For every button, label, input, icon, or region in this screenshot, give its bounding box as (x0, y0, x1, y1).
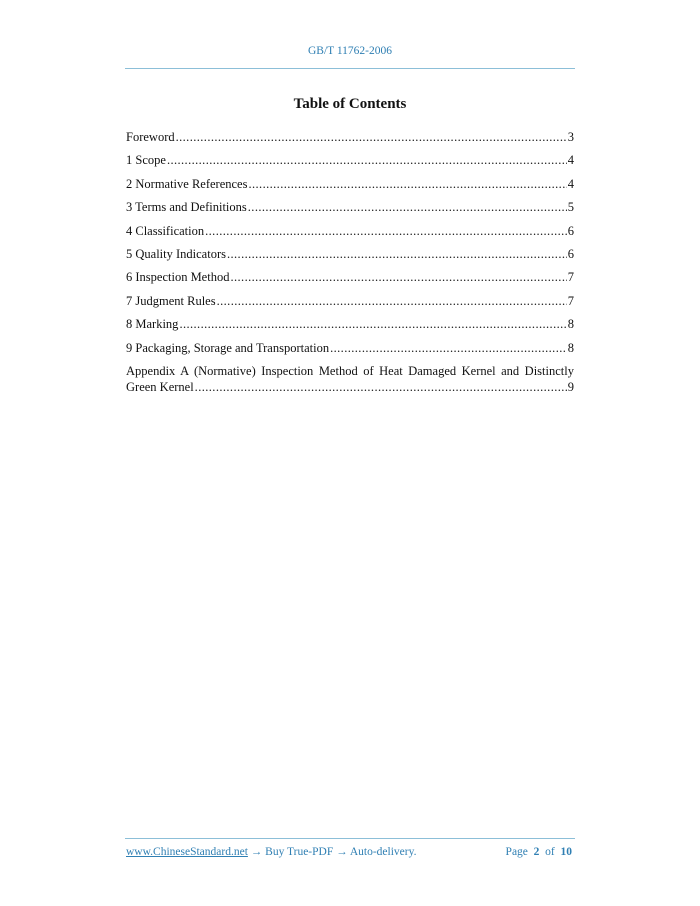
footer-tagline: → Buy True-PDF → Auto-delivery. (247, 846, 417, 858)
website-link[interactable]: www.ChineseStandard.net (126, 846, 248, 858)
page-indicator (506, 846, 572, 858)
toc-entry-packaging[interactable] (126, 339, 574, 362)
dot-leader (205, 222, 567, 240)
toc-entry-page: 8 (567, 340, 574, 355)
page-word: Page (505, 846, 528, 858)
toc-entry-page: 5 (567, 200, 574, 215)
toc-entry-page: 8 (567, 317, 574, 332)
toc-entry-page: 4 (567, 153, 574, 168)
toc-entry-continuation (126, 379, 574, 395)
toc-entry-marking[interactable] (126, 315, 574, 338)
current-page: 2 (533, 846, 540, 858)
toc-entry-label: 7 Judgment Rules (126, 293, 216, 308)
toc-entry-page: 3 (567, 130, 574, 144)
dot-leader (167, 151, 567, 169)
toc-entry-label: 4 Classification (126, 223, 205, 238)
dot-leader (330, 339, 567, 357)
dot-leader (227, 245, 567, 263)
toc-entry-page: 4 (567, 176, 574, 191)
toc-entry-page: 7 (567, 270, 574, 285)
footer-promo (126, 846, 416, 858)
toc-entry-label: 3 Terms and Definitions (126, 200, 247, 215)
toc-entry-inspection-method[interactable] (126, 268, 574, 291)
dot-leader (230, 268, 566, 286)
dot-leader (248, 198, 567, 216)
page-of: of (545, 846, 555, 858)
toc-entry-label: 2 Normative References (126, 176, 248, 191)
header-divider (125, 68, 575, 69)
toc-entry-page: 9 (567, 379, 574, 394)
dot-leader (176, 128, 567, 146)
toc-entry-label: 5 Quality Indicators (126, 246, 226, 261)
toc-entry-terms-and-definitions[interactable] (126, 198, 574, 221)
toc-entry-quality-indicators[interactable] (126, 245, 574, 268)
toc-entry-label: 1 Scope (126, 153, 166, 168)
toc-entry-page: 6 (567, 246, 574, 261)
toc-entry-label: Foreword (126, 130, 175, 144)
toc-entry-appendix-a[interactable] (126, 363, 574, 395)
table-of-contents (126, 128, 574, 395)
toc-entry-page: 6 (567, 223, 574, 238)
toc-entry-label: 8 Marking (126, 317, 179, 332)
toc-entry-judgment-rules[interactable] (126, 292, 574, 315)
page-footer (126, 846, 572, 858)
toc-title: Table of Contents (293, 96, 407, 112)
dot-leader (248, 175, 566, 193)
footer-divider (125, 838, 575, 839)
toc-entry-classification[interactable] (126, 222, 574, 245)
toc-entry-foreword[interactable] (126, 128, 574, 151)
toc-entry-label: 6 Inspection Method (126, 270, 230, 285)
toc-entry-label-continued: Green Kernel (126, 379, 194, 394)
toc-entry-label: Appendix A (Normative) Inspection Method of Heat Damaged Kernel and Distinctly (126, 363, 574, 378)
dot-leader (179, 315, 566, 333)
toc-entry-page: 7 (567, 293, 574, 308)
dot-leader (217, 292, 567, 310)
toc-entry-normative-references[interactable] (126, 175, 574, 198)
toc-entry-label: 9 Packaging, Storage and Transportation (126, 340, 330, 355)
toc-entry-scope[interactable] (126, 151, 574, 174)
dot-leader (195, 379, 567, 395)
running-header: GB/T 11762-2006 (307, 45, 392, 57)
total-pages: 10 (560, 846, 572, 858)
